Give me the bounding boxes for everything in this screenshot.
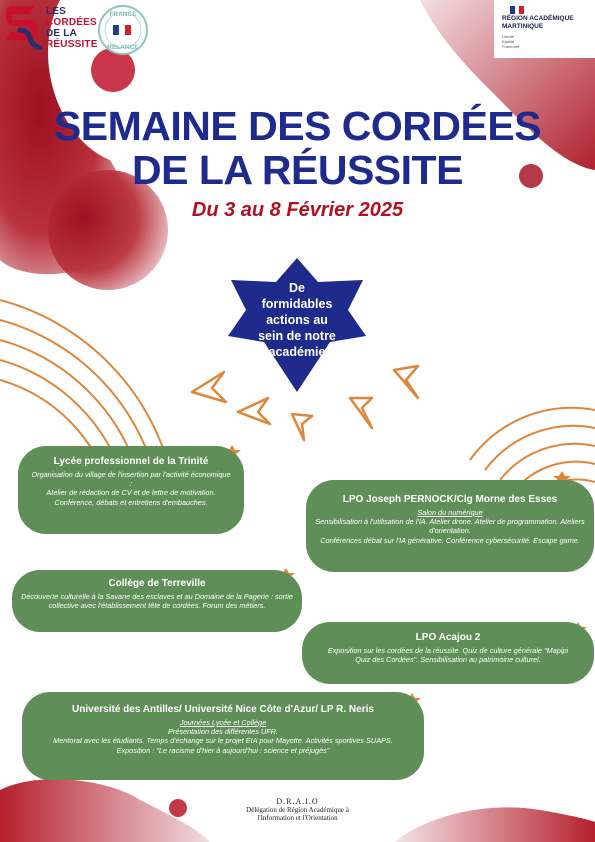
france-relance-logo	[97, 4, 149, 56]
event-card-lpo-acajou	[302, 622, 594, 684]
card-text: Exposition : "Le racisme d'hier à aujourd'hui : science et préjugés"	[116, 745, 330, 755]
card-text: Exposition sur les cordées de la réussite. Quiz de culture générale "Mapipi Quiz des Cordées". Sensibilisation au patrimoine culturel.	[327, 646, 569, 665]
card-text: Organisation du village de l'insertion par l'activité économique :	[31, 470, 231, 489]
card-text: Mentorat avec les étudiants. Temps d'échange sur le projet EIA pour Mayotte. Activités sportives SUAPS.	[53, 736, 393, 746]
marianne-flag-icon	[510, 6, 524, 14]
card-subtitle: Salon du numérique	[417, 508, 483, 517]
star-line: sein de notre	[258, 329, 336, 343]
cordees-text-line: RÉUSSITE	[46, 39, 98, 50]
event-dates: Du 3 au 8 Février 2025	[191, 199, 404, 221]
star-line: formidables	[261, 297, 333, 311]
region-name	[502, 15, 574, 31]
card-subtitle: Journées Lycée et Collège	[179, 718, 267, 727]
card-title: LPO Joseph PERNOCK/Clg Morne des Esses	[342, 494, 558, 505]
region-motto-line: Liberté	[502, 34, 515, 39]
cordees-text-line: LES	[46, 6, 67, 17]
card-text: Atelier de rédaction de CV et de lettre de motivation. Conférence, débats et entretiens d'embauches.	[46, 488, 216, 507]
card-text: Présentation des différentes UFR.	[168, 727, 278, 737]
event-card-college-terreville	[12, 570, 302, 632]
card-title: LPO Acajou 2	[415, 632, 481, 643]
footer-draio	[190, 797, 405, 822]
page-title-line-2: DE LA RÉUSSITE	[132, 147, 463, 193]
page-title-line-1: SEMAINE DES CORDÉES	[53, 103, 542, 149]
footer-subtitle-line: Délégation de Région Académique à	[246, 806, 349, 814]
cordees-text-line: CORDÉES	[46, 17, 97, 28]
event-card-lycee-trinite	[18, 446, 244, 534]
relance-line-relance: RELANCE	[107, 44, 139, 51]
star-line: actions au	[266, 313, 328, 327]
star-line: académie	[268, 345, 326, 359]
region-name-line: RÉGION ACADÉMIQUE	[502, 15, 574, 22]
card-title: Lycée professionnel de la Trinité	[53, 456, 209, 467]
footer-subtitle-line: l'Information et l'Orientation	[257, 814, 338, 822]
star-callout-text	[247, 280, 347, 360]
event-card-lpo-pernock	[306, 480, 594, 572]
region-motto	[502, 34, 519, 49]
relance-line-france: FRANCE	[109, 11, 137, 18]
cordees-logo-text	[46, 6, 98, 50]
region-motto-line: Fraternité	[502, 44, 520, 49]
footer-title: D.R.A.I.O	[276, 797, 319, 806]
star-line: De	[289, 281, 305, 295]
cordees-logo-icon	[0, 4, 44, 50]
card-title: Collège de Terreville	[108, 578, 206, 589]
cordees-text-line: DE LA	[46, 28, 77, 39]
card-title: Université des Antilles/ Université Nice Côte d'Azur/ LP R. Neris	[72, 704, 374, 715]
region-motto-line: Égalité	[502, 39, 515, 44]
card-text: Découverte culturelle à la Savane des esclaves et au Domaine de la Pagerie : sortie collective avec l'établissement tête de cordées. Forum des métiers.	[21, 592, 293, 611]
event-card-universite-antilles	[22, 692, 424, 780]
card-text: Conférences débat sur l'IA générative. Conférence cybersécurité. Escape game.	[320, 535, 580, 545]
card-text: Sensibilisation à l'utilisation de l'IA. Atelier drone. Atelier de programmation. Ateliers d'orientation.	[315, 517, 585, 536]
region-name-line: MARTINIQUE	[502, 23, 544, 30]
